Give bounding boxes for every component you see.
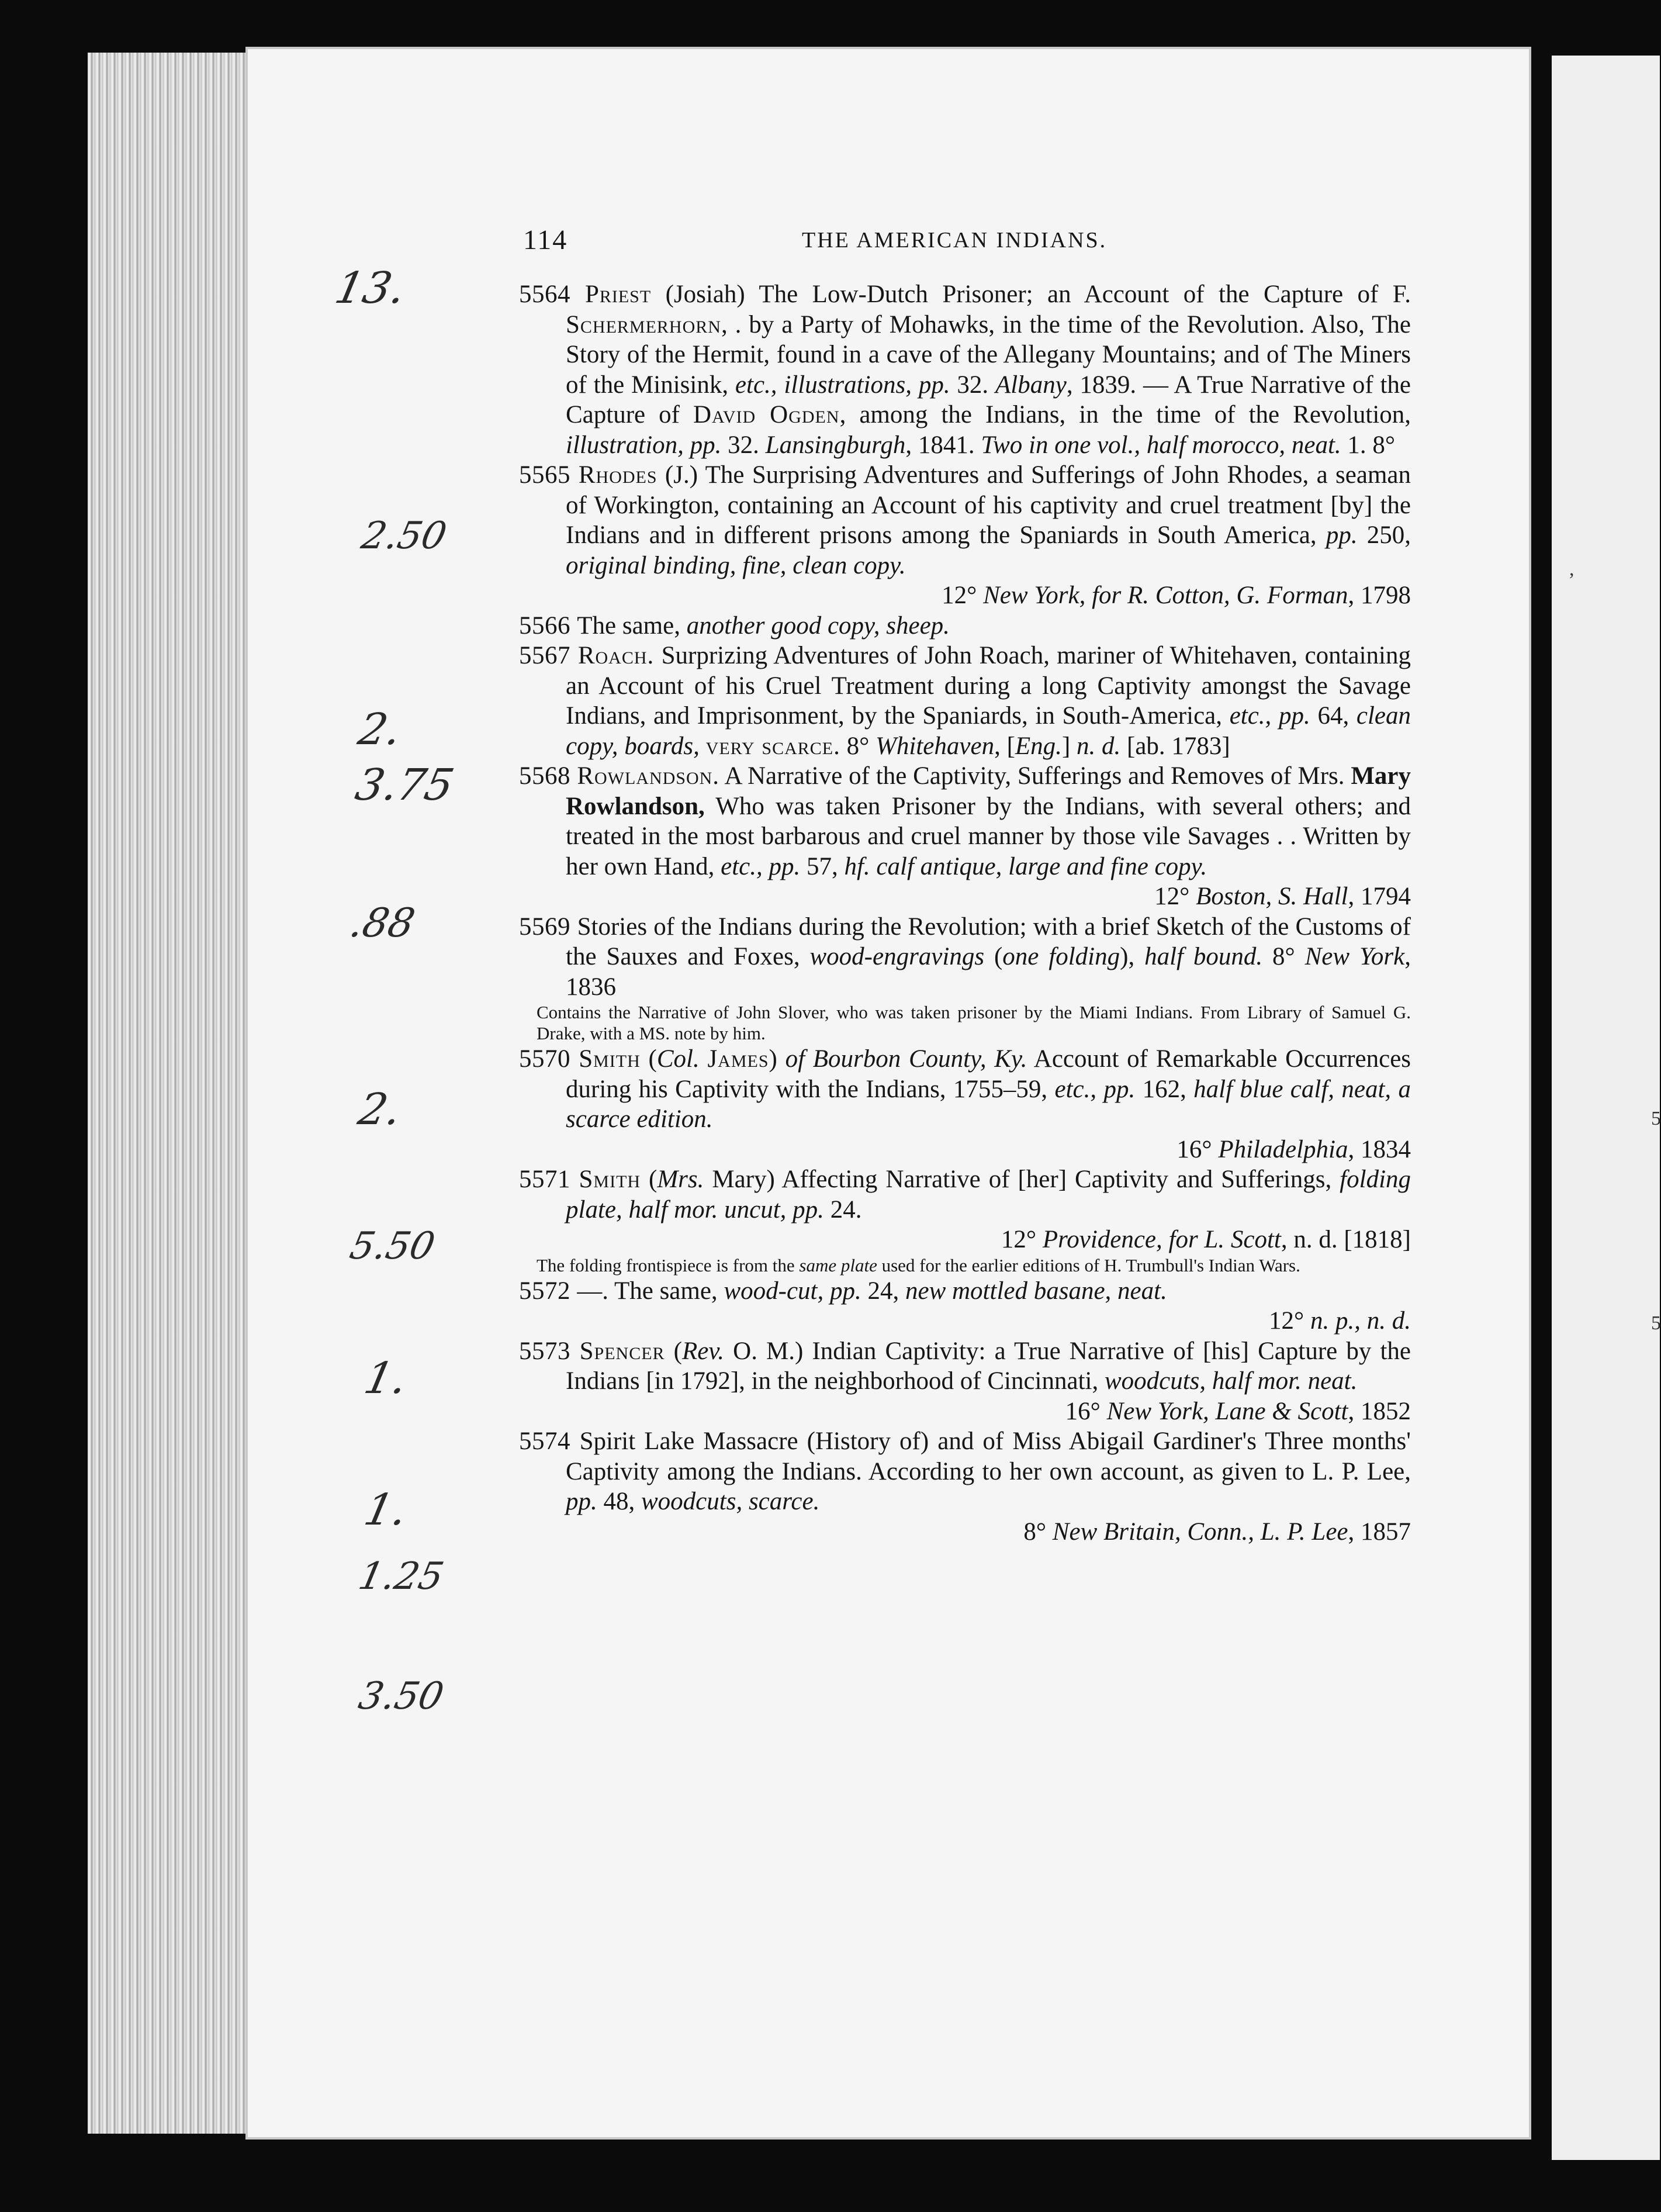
- entry-number: 5565: [519, 461, 579, 489]
- entry-number: 5568: [519, 762, 577, 790]
- entry-number: 5564: [519, 281, 585, 308]
- entry-imprint: 12° New York, for R. Cotton, G. Forman, 1798: [942, 582, 1411, 609]
- entry-imprint: 16° New York, Lane & Scott, 1852: [1065, 1397, 1411, 1425]
- catalogue-entry: [519, 912, 1411, 1045]
- margin-note: 13.: [330, 263, 410, 313]
- entry-body: [519, 460, 1411, 580]
- entry-number: 5569: [519, 913, 577, 941]
- entry-text: —. The same, wood-cut, pp. 24, new mottled basane, neat.: [577, 1277, 1167, 1305]
- entry-text: Priest (Josiah) The Low-Dutch Prisoner; an Account of the Capture of F. Schermerhorn, . by a Party of Mohawks, in the time of the Revolution. Also, The Story of the Hermit, found in a cave of the Allegany Mountains; and of The Miners of the Minisink, etc., illustrations, pp. 32. Albany, 1839. — A True Narrative of the Capture of David Ogden, among the Indians, in the time of the Revolution, illustration, pp. 32. Lansingburgh, 1841. Two in one vol., half morocco, neat. 1. 8°: [566, 281, 1411, 459]
- entry-body: [519, 912, 1411, 1003]
- catalogue-entry: [519, 761, 1411, 912]
- entry-note: The folding frontispiece is from the same plate used for the earlier editions of H. Trumbull's Indian Wars.: [537, 1254, 1300, 1276]
- entry-number: 5567: [519, 642, 578, 669]
- page-number: 114: [523, 224, 568, 255]
- running-head: THE AMERICAN INDIANS.: [802, 228, 1108, 253]
- facing-page-mark: 5: [1651, 1108, 1661, 1129]
- catalogue-entry: [519, 1044, 1411, 1164]
- margin-note: 1.: [359, 1485, 412, 1535]
- entry-imprint: 16° Philadelphia, 1834: [1176, 1135, 1411, 1163]
- margin-note: 3.75: [351, 760, 458, 810]
- entry-number: 5566: [519, 611, 577, 640]
- entry-body: [519, 279, 1411, 460]
- entry-number: 5574: [519, 1428, 580, 1455]
- entry-text: Smith (Mrs. Mary) Affecting Narrative of [her] Captivity and Sufferings, folding plate, half mor. uncut, pp. 24.: [566, 1166, 1411, 1223]
- facing-page-edge: [1552, 56, 1660, 2160]
- book-page-edge: [88, 53, 245, 2134]
- margin-note: 1.25: [355, 1555, 448, 1598]
- entry-imprint: 12° n. p., n. d.: [1269, 1307, 1411, 1335]
- catalogue-entry: [519, 460, 1411, 611]
- margin-note: 2.: [354, 1084, 406, 1135]
- facing-page-mark: 5: [1651, 1312, 1661, 1334]
- entry-text: The same, another good copy, sheep.: [577, 611, 950, 640]
- entry-body: [519, 1336, 1411, 1397]
- entry-number: 5573: [519, 1337, 580, 1365]
- entry-body: [519, 1164, 1411, 1225]
- margin-note: 2.50: [358, 514, 451, 558]
- entry-text: Smith (Col. James) of Bourbon County, Ky. Account of Remarkable Occurrences during his Captivity with the Indians, 1755–59, etc., pp. 162, half blue calf, neat, a scarce edition.: [566, 1045, 1411, 1133]
- entry-body: [519, 641, 1411, 761]
- entry-text: Stories of the Indians during the Revolution; with a brief Sketch of the Customs of the Sauxes and Foxes, wood-engravings (one folding), half bound. 8° New York, 1836: [566, 913, 1411, 1001]
- entry-body: [519, 1044, 1411, 1135]
- margin-note: 3.50: [355, 1675, 448, 1718]
- entry-body: [519, 761, 1411, 882]
- margin-note: 2.: [354, 704, 406, 755]
- catalogue-entries: [519, 279, 1411, 1547]
- entry-imprint: 12° Providence, for L. Scott, n. d. [1818]: [1001, 1226, 1411, 1253]
- entry-text: Rhodes (J.) The Surprising Adventures and Sufferings of John Rhodes, a seaman of Workington, containing an Account of his captivity and cruel treatment [by] the Indians and in different prisons among the Spaniards in South America, pp. 250, original binding, fine, clean copy.: [566, 461, 1411, 579]
- entry-text: Rowlandson. A Narrative of the Captivity, Sufferings and Removes of Mrs. Mary Rowlandson, Who was taken Prisoner by the Indians, with several others; and treated in the most barbarous and cruel manner by those vile Savages . . Written by her own Hand, etc., pp. 57, hf. calf antique, large and fine copy.: [566, 762, 1411, 880]
- entry-note: Contains the Narrative of John Slover, who was taken prisoner by the Miami Indians. From Library of Samuel G. Drake, with a MS. note by him.: [537, 1002, 1411, 1043]
- catalogue-entry: [519, 1336, 1411, 1427]
- entry-number: 5571: [519, 1166, 579, 1193]
- margin-note: .88: [345, 900, 419, 946]
- entry-body: [519, 611, 1411, 641]
- entry-imprint: 8° New Britain, Conn., L. P. Lee, 1857: [1023, 1518, 1411, 1546]
- catalogue-entry: [519, 279, 1411, 460]
- catalogue-entry: [519, 611, 1411, 641]
- entry-text: Spirit Lake Massacre (History of) and of Miss Abigail Gardiner's Three months' Captivity among the Indians. According to her own account, as given to L. P. Lee, pp. 48, woodcuts, scarce.: [566, 1428, 1411, 1515]
- facing-page-mark: ,: [1569, 558, 1575, 580]
- catalogue-entry: [519, 1426, 1411, 1547]
- entry-text: Spencer (Rev. O. M.) Indian Captivity: a True Narrative of [his] Capture by the Indians [in 1792], in the neighborhood of Cincinnati, woodcuts, half mor. neat.: [566, 1337, 1411, 1395]
- entry-imprint: 12° Boston, S. Hall, 1794: [1154, 883, 1411, 910]
- entry-number: 5570: [519, 1045, 579, 1073]
- entry-text: Roach. Surprizing Adventures of John Roach, mariner of Whitehaven, containing an Account of his Cruel Treatment during a long Captivity amongst the Savage Indians, and Imprisonment, by the Spaniards, in South-America, etc., pp. 64, clean copy, boards, very scarce. 8° Whitehaven, [Eng.] n. d. [ab. 1783]: [566, 642, 1411, 760]
- margin-note: 1.: [359, 1353, 412, 1404]
- entry-body: [519, 1276, 1411, 1307]
- entry-body: [519, 1426, 1411, 1517]
- catalogue-entry: [519, 1276, 1411, 1336]
- catalogue-entry: [519, 641, 1411, 761]
- margin-note: 5.50: [346, 1225, 439, 1268]
- catalogue-entry: [519, 1164, 1411, 1276]
- entry-number: 5572: [519, 1277, 577, 1305]
